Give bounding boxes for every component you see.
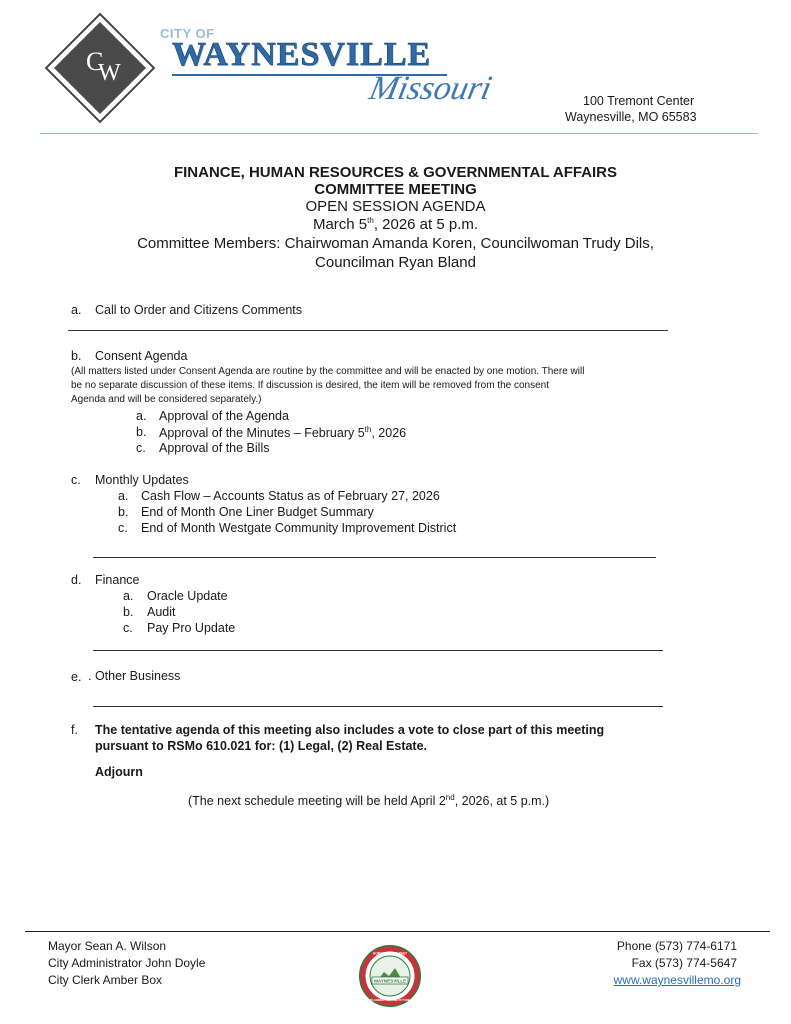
seal-bottom-text: PLANNING FOR THE FUTURE [370, 998, 410, 1002]
consent-note-line1: (All matters listed under Consent Agenda are routine by the committee and will be enacted by one motion. There will [71, 366, 585, 377]
section-a-label: Call to Order and Citizens Comments [95, 303, 303, 317]
section-a-letter: a. [71, 303, 82, 317]
section-d-letter: d. [71, 573, 82, 587]
committee-title: FINANCE, HUMAN RESOURCES & GOVERNMENTAL AFFAIRS [173, 164, 618, 181]
meeting-date: March 5th, 2026 at 5 p.m. [312, 216, 479, 233]
finance-item-audit: Audit [147, 605, 176, 619]
footer-mayor: Mayor Sean A. Wilson [48, 939, 167, 953]
finance-item-oracle: Oracle Update [147, 589, 228, 603]
update-item-letter: a. [118, 489, 129, 503]
website-link[interactable]: www.waynesvillemo.org [613, 973, 741, 987]
section-d-rule [93, 650, 663, 651]
seal-top-text: HONORING THE PAST [373, 951, 407, 956]
committee-members-line2: Councilman Ryan Bland [315, 254, 476, 271]
address-line-2: Waynesville, MO 65583 [565, 110, 697, 124]
consent-item-letter: a. [136, 409, 147, 423]
footer-fax: Fax (573) 774-5647 [631, 956, 737, 970]
city-of-label: CITY OF [160, 26, 215, 41]
section-a-rule [68, 330, 668, 331]
address-line-1: 100 Tremont Center [583, 94, 695, 108]
consent-item-letter: b. [136, 425, 147, 439]
finance-item-letter: c. [123, 621, 133, 635]
consent-item-letter: c. [136, 441, 146, 455]
closed-session-notice-line2: pursuant to RSMo 610.021 for: (1) Legal, (2) Real Estate. [95, 739, 428, 753]
adjourn-label: Adjourn [95, 765, 143, 779]
section-d-label: Finance [95, 573, 140, 587]
closed-session-notice-line1: The tentative agenda of this meeting also includes a vote to close part of this meeting [95, 723, 605, 737]
next-meeting-note: (The next schedule meeting will be held April 2nd, 2026, at 5 p.m.) [188, 793, 550, 809]
finance-item-paypro: Pay Pro Update [147, 621, 236, 635]
consent-item-bills: Approval of the Bills [159, 441, 270, 455]
update-item-westgate: End of Month Westgate Community Improvement District [141, 521, 457, 535]
footer-divider [25, 931, 770, 932]
consent-note-line2: be no separate discussion of these items. If discussion is desired, the item will be removed from the consent [71, 380, 550, 391]
consent-item-minutes: Approval of the Minutes – February 5th, 2026 [159, 425, 407, 441]
section-c-label: Monthly Updates [95, 473, 189, 487]
section-b-letter: b. [71, 349, 82, 363]
section-b-label: Consent Agenda [95, 349, 188, 363]
committee-members-line1: Committee Members: Chairwoman Amanda Koren, Councilwoman Trudy Dils, [137, 235, 654, 252]
finance-item-letter: b. [123, 605, 134, 619]
svg-text:C: C [86, 47, 104, 76]
section-e-label: . Other Business [88, 669, 181, 683]
consent-item-agenda: Approval of the Agenda [159, 409, 289, 423]
finance-item-letter: a. [123, 589, 134, 603]
update-item-letter: b. [118, 505, 129, 519]
section-f-letter: f. [71, 723, 78, 737]
update-item-letter: c. [118, 521, 128, 535]
section-e-letter: e. [71, 670, 82, 684]
city-logo-icon [44, 12, 156, 124]
section-e-rule [93, 706, 663, 707]
city-seal-icon [358, 944, 422, 1008]
city-name-wordmark: WAYNESVILLE [172, 36, 432, 73]
update-item-cash-flow: Cash Flow – Accounts Status as of February 27, 2026 [141, 489, 440, 503]
meeting-title: COMMITTEE MEETING [314, 181, 477, 198]
consent-note-line3: Agenda and will be considered separately.) [71, 394, 262, 405]
footer-clerk: City Clerk Amber Box [48, 973, 163, 987]
state-name-script: Missouri [366, 70, 495, 107]
svg-text:W: W [98, 60, 121, 86]
update-item-budget: End of Month One Liner Budget Summary [141, 505, 374, 519]
footer-administrator: City Administrator John Doyle [48, 956, 206, 970]
header-divider [40, 133, 758, 134]
footer-phone: Phone (573) 774-6171 [616, 939, 737, 953]
section-c-rule [93, 557, 656, 558]
section-c-letter: c. [71, 473, 81, 487]
seal-center-text: WAYNESVILLE [373, 978, 407, 984]
agenda-type: OPEN SESSION AGENDA [305, 198, 486, 215]
